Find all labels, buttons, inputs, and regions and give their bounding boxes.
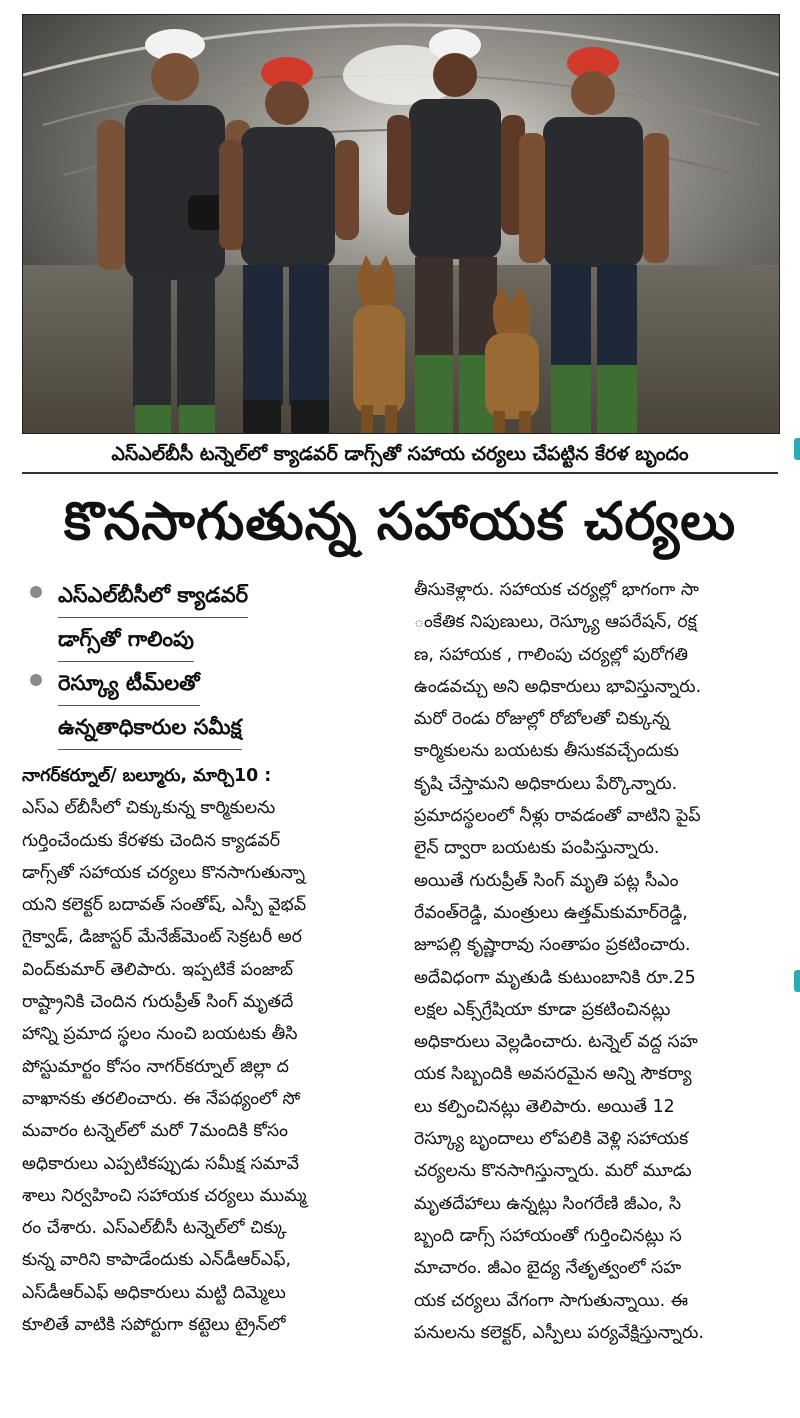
article-line: పోస్టుమార్టం కోసం నాగర్‌కర్నూల్ జిల్లా ద <box>22 1056 289 1077</box>
highlight-bullet-1 <box>22 574 402 662</box>
article-line: అధికారులు వెల్లడించారు. టన్నెల్ వద్ద సహ <box>414 1032 698 1053</box>
article-line: ప్రమాదస్థలంలో నీళ్లు రావడంతో వాటిని పైప్ <box>414 806 701 827</box>
article-line: లక్షల ఎక్స్‌గ్రేషియా కూడా ప్రకటించినట్లు <box>414 999 671 1020</box>
article-line: మరో రెండు రోజుల్లో రోబోలతో చిక్కున్న <box>414 709 670 730</box>
article-line: ఎస్‌ఎ ల్‌బీసీలో చిక్కుకున్న కార్మికులను <box>22 798 276 819</box>
article-line: ఎస్‌డీఆర్‌ఎఫ్ అధికారులు మట్టి దిమ్మెలు <box>22 1282 286 1303</box>
bullet-dot-icon <box>30 674 42 686</box>
article-line: రెస్క్యూ బృందాలు లోపలికి వెళ్లి సహాయక <box>414 1129 689 1150</box>
bullet-line: రెస్క్యూ టీమ్‌లతో <box>58 662 200 706</box>
article-line: నాగర్‌కర్నూల్/ బల్మూరు, మార్చి10 : <box>22 766 272 786</box>
article-line: కార్మికులను బయటకు తీసుకవచ్చేందుకు <box>414 741 679 762</box>
article-line: ఉండవచ్చు అని అధికారులు భావిస్తున్నారు. <box>414 676 702 697</box>
article-line: యక సిబ్బందికి అవసరమైన అన్ని సౌకర్యా <box>414 1064 692 1085</box>
news-photo <box>22 14 780 434</box>
article-line: వింద్‌కుమార్ తెలిపారు. ఇప్పటికే పంజాబ్ <box>22 959 294 980</box>
bullet-line: డాగ్స్‌తో గాలింపు <box>58 618 194 662</box>
article-body-right <box>414 574 782 1349</box>
tunnel-rescue-team-photo <box>23 15 779 433</box>
article-line: అదేవిధంగా మృతుడి కుటుంబానికి రూ.25 <box>414 967 696 988</box>
bullet-line: ఉన్నతాధికారుల సమీక్ష <box>58 706 242 750</box>
headline: కొనసాగుతున్న సహాయక చర్యలు <box>63 492 737 552</box>
article-line: కృషి చేస్తామని అధికారులు పేర్కొన్నారు. <box>414 773 678 794</box>
article-line: యక చర్యలు వేగంగా సాగుతున్నాయి. ఈ <box>414 1290 688 1311</box>
article-line: బ్బంది డాగ్స్ సహాయంతో గుర్తించినట్లు స <box>414 1225 682 1246</box>
highlight-bullet-2 <box>22 662 402 750</box>
article-line: రేవంత్‌రెడ్డి, మంత్రులు ఉత్తమ్‌కుమార్‌రెడ్డి, <box>414 902 688 923</box>
article-line: కున్న వారిని కాపాడేందుకు ఎన్‌డీఆర్‌ఎఫ్, <box>22 1250 291 1271</box>
article-line: మవారం టన్నెల్‌లో మరో 7మందికి కోసం <box>22 1121 288 1142</box>
article-line: శాలు నిర్వహించి సహాయక చర్యలు ముమ్మ <box>22 1185 307 1206</box>
left-column <box>22 574 402 1341</box>
article-line: రాష్ట్రానికి చెందిన గురుప్రీత్ సింగ్ మృతదే <box>22 992 294 1013</box>
article-line: మృతదేహాలు ఉన్నట్లు సింగరేణి జీఎం, సి <box>414 1193 682 1214</box>
article-line: తీసుకెళ్లారు. సహాయక చర్యల్లో భాగంగా సా <box>414 580 699 600</box>
article-line: అయితే గురుప్రీత్ సింగ్ మృతి పట్ల సీఎం <box>414 870 679 891</box>
article-line: వాఖానకు తరలించారు. ఈ నేపథ్యంలో సో <box>22 1088 301 1109</box>
bullet-line: ఎస్‌ఎల్‌బీసీలో క్యాడవర్ <box>58 574 248 618</box>
photo-caption: ఎస్‌ఎల్‌బీసీ టన్నెల్‌లో క్యాడవర్ డాగ్స్‌తో సహాయ చర్యలు చేపట్టిన కేరళ బృందం <box>22 436 778 474</box>
article-line: జూపల్లి కృష్ణారావు సంతాపం ప్రకటించారు. <box>414 935 691 956</box>
article-line: గుర్తించేందుకు కేరళకు చెందిన క్యాడవర్ <box>22 830 281 851</box>
article-line: మాచారం. జీఎం బైద్య నేతృత్వంలో సహ <box>414 1258 682 1279</box>
article-body-left <box>22 760 402 1341</box>
article-line: రం చేశారు. ఎస్‌ఎల్‌బీసీ టన్నెల్‌లో చిక్కు <box>22 1218 287 1239</box>
article-line: పనులను కలెక్టర్, ఎస్పీలు పర్యవేక్షిస్తున్నారు. <box>414 1322 704 1343</box>
article-line: ణ, సహాయక , గాలింపు చర్యల్లో పురోగతి <box>414 644 688 665</box>
page-edge-marker <box>794 438 800 460</box>
article-line: చర్యలను కొనసాగిస్తున్నారు. మరో మూడు <box>414 1161 692 1182</box>
article-line: ంకేతిక నిపుణులు, రెస్క్యూ ఆపరేషన్, రక్ష <box>414 612 697 633</box>
article-line: డాగ్స్‌తో సహాయక చర్యలు కొనసాగుతున్నా <box>22 862 306 883</box>
article-line: లైన్ ద్వారా బయటకు పంపిస్తున్నారు. <box>414 838 660 859</box>
page-edge-marker <box>794 970 800 992</box>
bullet-dot-icon <box>30 586 42 598</box>
article-line: గైక్వాడ్, డిజాస్టర్ మేనేజ్‌మెంట్ సెక్రటరీ అర <box>22 927 302 948</box>
article-line: యని కలెక్టర్ బదావత్ సంతోష్, ఎస్పీ వైభవ్ <box>22 895 307 916</box>
article-line: కూలితే వాటికి సపోర్టుగా కట్టెలు ట్రైన్‌లో <box>22 1315 286 1336</box>
article-line: అధికారులు ఎప్పటికప్పుడు సమీక్ష సమావే <box>22 1153 300 1174</box>
article-line: లు కల్పించినట్లు తెలిపారు. అయితే 12 <box>414 1096 675 1117</box>
article-line: హాన్ని ప్రమాద స్థలం నుంచి బయటకు తీసి <box>22 1024 298 1045</box>
